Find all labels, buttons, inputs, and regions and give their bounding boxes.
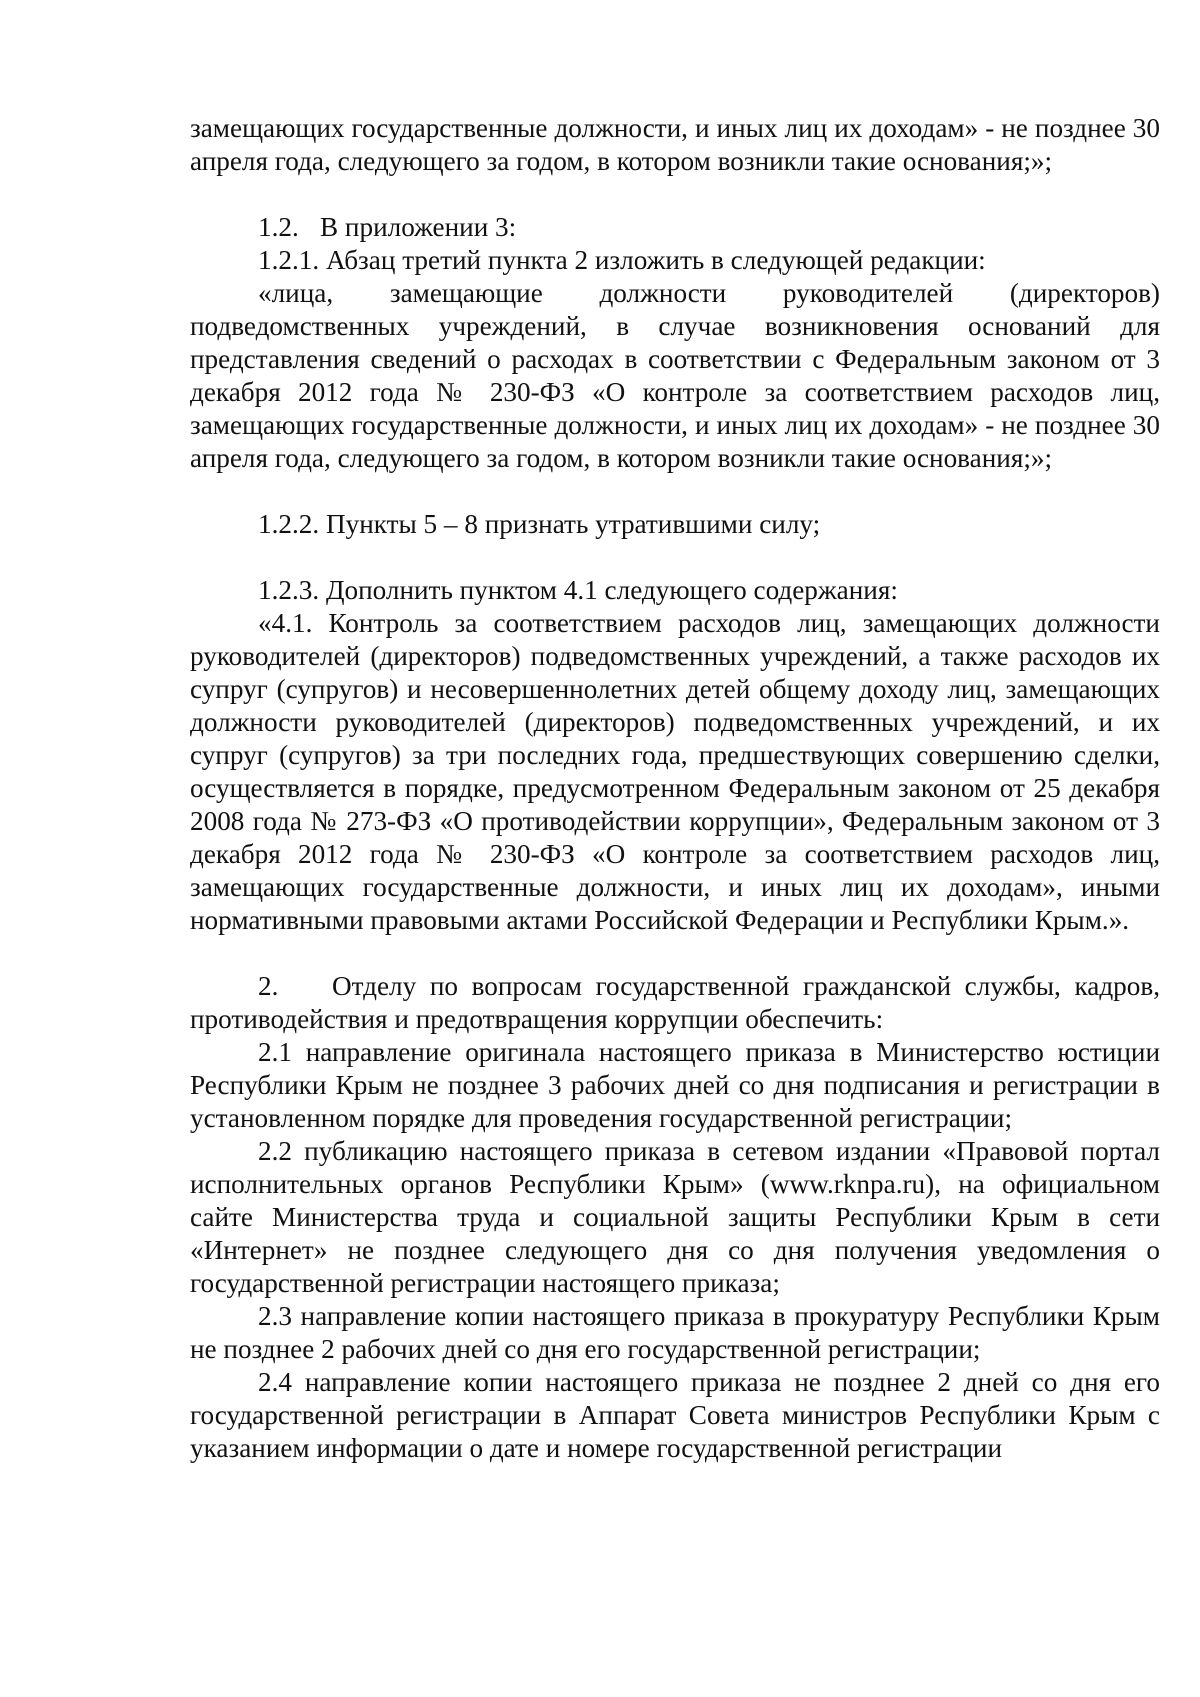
paragraph-1-2-3: 1.2.3. Дополнить пунктом 4.1 следующего содержания: bbox=[258, 575, 898, 605]
document-page bbox=[190, 112, 1160, 1465]
paragraph-1-2-1: 1.2.1. Абзац третий пункта 2 изложить в следующей редакции: bbox=[258, 245, 986, 275]
paragraph-4-1-quote: «4.1. Контроль за соответствием расходов лиц, замещающих должности руководителей (директоров) подведомственных учреждений, а также расходов их супруг (супругов) и несовершеннолетних детей общему доходу лиц, замещающих должности руководителей (директоров) подведомственных учреждений, и их супруг (супругов) за три последних года, предшествующих совершению сделки, осуществляется в порядке, предусмотренном Федеральным законом от 25 декабря 2008 года № 273-ФЗ «О противодействии коррупции», Федеральным законом от 3 декабря 2012 года № 230-ФЗ «О контроле за соответствием расходов лиц, замещающих государственные должности, и иных лиц их доходам», иными нормативными правовыми актами Российской Федерации и Республики Крым.». bbox=[190, 608, 1160, 935]
paragraph-text: В приложении 3: bbox=[320, 212, 517, 242]
paragraph-number: 1.2. bbox=[258, 212, 299, 242]
paragraph-text: Отделу по вопросам государственной гражданской службы, кадров, противодействия и предотвращения коррупции обеспечить: bbox=[190, 971, 1160, 1034]
paragraph-2 bbox=[190, 970, 1160, 1036]
paragraph-2-4: 2.4 направление копии настоящего приказа не позднее 2 дней со дня его государственной регистрации в Аппарат Совета министров Республики Крым с указанием информации о дате и номере государственной регистрации bbox=[190, 1367, 1160, 1463]
paragraph-number: 2. bbox=[258, 971, 279, 1001]
paragraph-continuation: замещающих государственные должности, и иных лиц их доходам» - не позднее 30 апреля года, следующего за годом, в котором возникли такие основания;»; bbox=[190, 113, 1160, 176]
paragraph-2-3: 2.3 направление копии настоящего приказа в прокуратуру Республики Крым не позднее 2 рабочих дней со дня его государственной регистрации; bbox=[190, 1301, 1160, 1364]
paragraph-1-2-2: 1.2.2. Пункты 5 – 8 признать утратившими силу; bbox=[258, 509, 821, 539]
paragraph-1-2 bbox=[190, 211, 1160, 244]
paragraph-2-2: 2.2 публикацию настоящего приказа в сетевом издании «Правовой портал исполнительных органов Республики Крым» (www.rknpa.ru), на официальном сайте Министерства труда и социальной защиты Республики Крым в сети «Интернет» не позднее следующего дня со дня получения уведомления о государственной регистрации настоящего приказа; bbox=[190, 1136, 1160, 1298]
paragraph-2-1: 2.1 направление оригинала настоящего приказа в Министерство юстиции Республики Крым не позднее 3 рабочих дней со дня подписания и регистрации в установленном порядке для проведения государственной регистрации; bbox=[190, 1037, 1160, 1133]
paragraph-1-2-1-quote: «лица, замещающие должности руководителей (директоров) подведомственных учреждений, в случае возникновения оснований для представления сведений о расходах в соответствии с Федеральным законом от 3 декабря 2012 года № 230-ФЗ «О контроле за соответствием расходов лиц, замещающих государственные должности, и иных лиц их доходам» - не позднее 30 апреля года, следующего за годом, в котором возникли такие основания;»; bbox=[190, 278, 1160, 473]
